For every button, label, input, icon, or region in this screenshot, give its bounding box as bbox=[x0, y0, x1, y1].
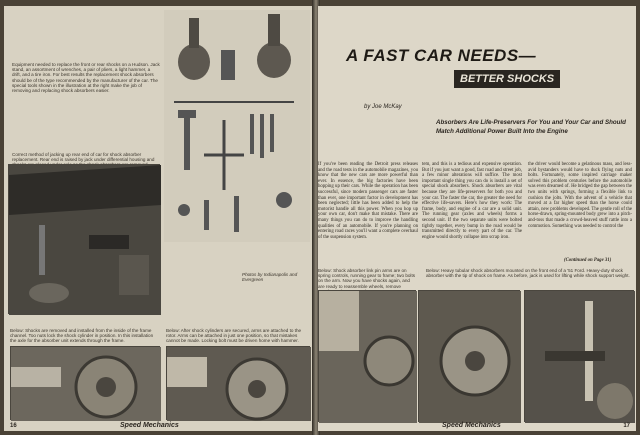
mid-caption: Correct method of jacking up rear end of car for shock absorber replacement. Rear end is raised by jack under differential housing and bbox=[12, 152, 155, 163]
tools-photo bbox=[164, 10, 310, 242]
caption-bottom-right: Below: Heavy tubular shock absorbers mounted on the front end of a '51 Ford. Heavy-duty shock absorber with the tip of shock on frame. As before, jack is used for lifting while shock support weight. bbox=[426, 268, 630, 279]
body-column-2: tem, and this is a tedious and expensive operation. But if you just want a good, fast road and street job, a few minor alterations will suffice. The most important single thing you can do is install a set of special shock absorbers. Shock absorbers are vital because they are life-preservers for both you and your car. The faster the car, the greater the need for effective life-savers. Here's how they work: The frame, body, and engine of a car are a solid unit. The running gear (axles and wheels) forms a second unit. If the two separate units were bolted tightly together, every bump in the road would be transmitted directly to every part of the car. The engine would shortly collapse into scrap iron. bbox=[422, 162, 522, 240]
caption-bottom-left: Below: Shock absorber link pin arms are on spring controls, running gear to frame; two bolts on the arm. Now you have shocks again, and are ready to reassemble wheels, remove bbox=[318, 268, 416, 289]
shock-install-photo-right bbox=[166, 346, 310, 420]
caption-bottom-left: Below: Shocks are removed and installed from the inside of the frame channel. Too nuts lock the shock cylinder in position. In this installation the axle for the absorber unit extends through the frame. bbox=[10, 328, 154, 344]
left-page bbox=[4, 6, 314, 431]
deck: Absorbers Are Life-Preservers For You and Your Car and Should Match Additional Power Built Into the Engine bbox=[436, 119, 626, 135]
wheel-photo-right-2 bbox=[418, 290, 520, 422]
wheel-photo-right-1 bbox=[318, 290, 416, 422]
right-page bbox=[318, 6, 636, 431]
top-caption: Equipment needed to replace the front or rear shocks on a Hudson. Jack stand, an assortment of wrenches, a pair of pliers, a light hammer, a drift, and a tire iron. For best results the replacement shock absorbers should be of the type recommended by the manufacturer of the car. The special tools shown in the illustration at the right make the job of removing and replacing shock absorbers easier. bbox=[12, 62, 160, 94]
page-number-right: 17 bbox=[623, 423, 630, 429]
magazine-name-right: Speed Mechanics bbox=[442, 422, 501, 429]
body-column-3: the driver would become a gelatinous mass, and less-avid bystanders would have to duck flying nuts and bolts. Fortunately, some inspired carriage maker solved this problem centuries before the automobile was even dreamed of. He bridged the gap between the two units with springs, forming a flexible link to cushion the jolts. With the advent of a vehicle that moved at a far higher speed than the horse could attain, new problems developed. The gentle roll of the horse-drawn, spring-mounted body grew into a pitch-and-toss that made a crowd-heaved stuff rattle into a commotion. Something was needed to control the bbox=[528, 162, 632, 229]
subhead-banner: BETTER SHOCKS bbox=[454, 70, 560, 88]
caption-bottom-right: Below: After shock cylinders are secured, arms are attached to the rotor. Arms can be attached in just one position, so that mistakes cannot be made. Locking bolt must be driven home with hammer. bbox=[166, 328, 302, 344]
photo-credit: Photos by Indianapolis and Evergreen bbox=[242, 272, 298, 283]
shock-install-photo-left bbox=[10, 346, 160, 420]
headline: A FAST CAR NEEDS— bbox=[346, 46, 537, 65]
page-number-left: 16 bbox=[10, 423, 17, 429]
front-shock-photo bbox=[524, 290, 634, 422]
magazine-name-left: Speed Mechanics bbox=[120, 422, 179, 429]
continued-note: (Continued on Page 31) bbox=[564, 258, 612, 263]
body-column-1: If you've been reading the Detroit press releases and the road tests in the automobile magazines, you know that the new cars are more powerful than ever. In essence, the big factories have been hopping up their cars. While the operation has been successful, since modern passenger cars are faster than ever, one important factor in development has been neglected; little has been added to help the motorist handle all this power. When you hop up your own car, don't make that mistake. There are many things you can do to improve the handling qualities of an automobile. If you're planning on entering road races you'll want a complete overhaul of the suspension system. bbox=[318, 162, 418, 240]
undercar-photo bbox=[8, 164, 160, 314]
byline: by Joe McKay bbox=[364, 104, 402, 110]
